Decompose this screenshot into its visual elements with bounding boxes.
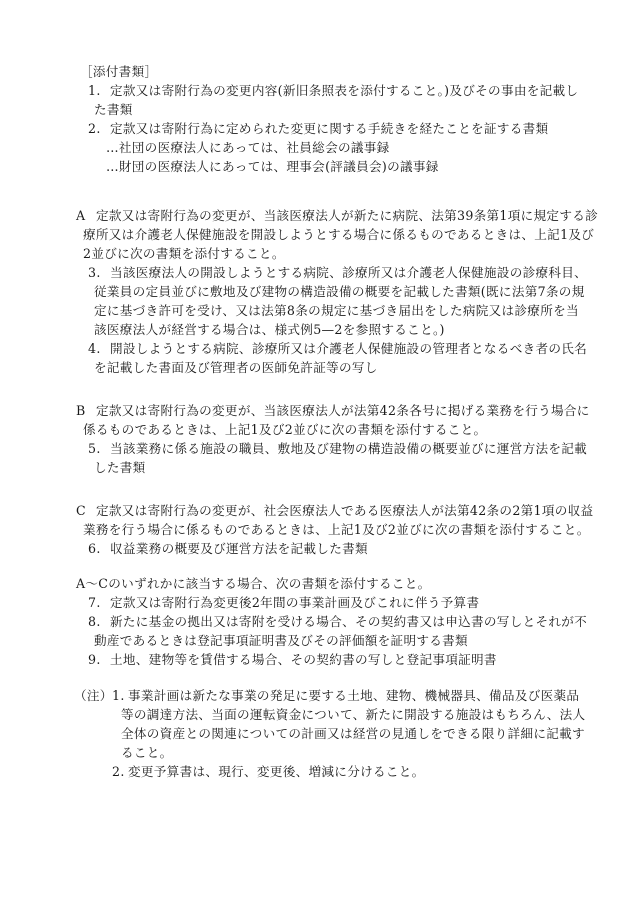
note-1-text: ること。 bbox=[121, 745, 173, 760]
item-9-number: 9. bbox=[88, 652, 101, 667]
item-6-text: 収益業務の概要及び運営方法を記載した書類 bbox=[110, 541, 368, 556]
item-7-text: 定款又は寄附行為変更後2年間の事業計画及びこれに伴う予算書 bbox=[110, 595, 480, 610]
item-5-number: 5. bbox=[88, 441, 101, 456]
note-1-text: 全体の資産との関連についての計画又は経営の見通しをできる限り詳細に記載す bbox=[121, 726, 585, 741]
note-1-text: 等の調達方法、当面の運転資金について、新たに開設する施設はもちろん、法人 bbox=[121, 707, 586, 722]
item-3-number: 3. bbox=[88, 265, 101, 280]
item-8-text: 新たに基金の拠出又は寄附を受ける場合、その契約書又は申込書の写しとそれが不 bbox=[110, 614, 588, 629]
item-8-number: 8. bbox=[88, 614, 101, 629]
item-6-number: 6. bbox=[88, 541, 101, 556]
item-2-number: 2. bbox=[88, 121, 101, 136]
item-1-text: た書類 bbox=[94, 102, 133, 117]
item-9-text: 土地、建物等を賃借する場合、その契約書の写しと登記事項証明書 bbox=[110, 652, 497, 667]
item-3-text: 当該医療法人の開設しようとする病院、診療所又は介護老人保健施設の診療科目、 bbox=[110, 265, 588, 280]
item-4-text: 開設しようとする病院、診療所又は介護老人保健施設の管理者となるべき者の氏名 bbox=[110, 341, 588, 356]
section-b-text: 係るものであるときは、上記1及び2並びに次の書類を添付すること。 bbox=[83, 422, 487, 437]
notes-label: （注） bbox=[74, 688, 113, 703]
item-4-number: 4. bbox=[88, 341, 101, 356]
item-3-text: 定に基づき許可を受け、又は法第8条の規定に基づき届出をした病院又は診療所を当 bbox=[94, 303, 579, 318]
section-b-text: 定款又は寄附行為の変更が、当該医療法人が法第42条各号に掲げる業務を行う場合に bbox=[96, 403, 590, 418]
item-5-text: した書類 bbox=[94, 460, 146, 475]
item-3-text: 該医療法人が経営する場合は、様式例5—2を参照すること。) bbox=[94, 322, 445, 337]
note-2-number: 2. bbox=[112, 764, 125, 779]
item-5-text: 当該業務に係る施設の職員、敷地及び建物の構造設備の概要並びに運営方法を記載 bbox=[110, 441, 588, 456]
item-1-text: 定款又は寄附行為の変更内容(新旧条照表を添付すること。)及びその事由を記載し bbox=[110, 83, 579, 98]
item-2-sub: …社団の医療法人にあっては、社員総会の議事録 bbox=[106, 140, 390, 155]
note-1-number: 1. bbox=[112, 688, 125, 703]
section-abc-intro: A～Cのいずれかに該当する場合、次の書類を添付すること。 bbox=[76, 576, 431, 591]
section-a-label: A bbox=[76, 208, 86, 223]
item-3-text: 従業員の定員並びに敷地及び建物の構造設備の概要を記載した書類(既に法第7条の規 bbox=[94, 284, 585, 299]
section-b-label: B bbox=[76, 403, 86, 418]
attachments-heading: ［添付書類］ bbox=[80, 64, 158, 79]
note-1-text: 事業計画は新たな事業の発足に要する土地、建物、機械器具、備品及び医薬品 bbox=[128, 688, 580, 703]
note-2-text: 変更予算書は、現行、変更後、増減に分けること。 bbox=[128, 764, 425, 779]
section-c-text: 定款又は寄附行為の変更が、社会医療法人である医療法人が法第42条の2第1項の収益 bbox=[96, 503, 594, 518]
section-a-text: 定款又は寄附行為の変更が、当該医療法人が新たに病院、法第39条第1項に規定する診 bbox=[96, 208, 599, 223]
section-c-text: 業務を行う場合に係るものであるときは、上記1及び2並びに次の書類を添付すること。 bbox=[83, 522, 590, 537]
item-2-sub: …財団の医療法人にあっては、理事会(評議員会)の議事録 bbox=[106, 159, 439, 174]
item-2-text: 定款又は寄附行為に定められた変更に関する手続きを経たことを証する書類 bbox=[110, 121, 549, 136]
item-8-text: 動産であるときは登記事項証明書及びその評価額を証明する書類 bbox=[94, 633, 468, 648]
section-c-label: C bbox=[76, 503, 86, 518]
item-1-number: 1. bbox=[88, 83, 101, 98]
item-4-text: を記載した書面及び管理者の医師免許証等の写し bbox=[94, 360, 378, 375]
item-7-number: 7. bbox=[88, 595, 101, 610]
section-a-text: 療所又は介護老人保健施設を開設しようとする場合に係るものであるときは、上記1及び bbox=[83, 227, 595, 242]
section-a-text: 2並びに次の書類を添付すること。 bbox=[83, 246, 285, 261]
